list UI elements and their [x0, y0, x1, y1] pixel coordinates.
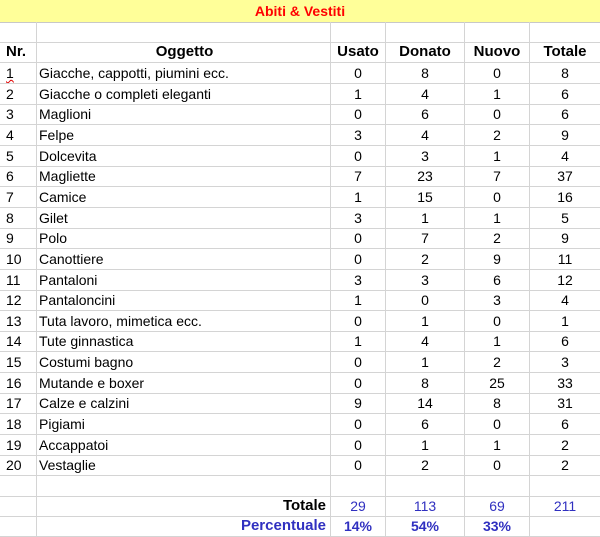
table-row [0, 146, 600, 167]
cell-nr[interactable]: 18 [6, 416, 22, 433]
cell-new[interactable]: 7 [493, 168, 501, 185]
cell-donated[interactable]: 0 [421, 292, 429, 309]
cell-item[interactable]: Canottiere [39, 250, 104, 267]
cell-new[interactable]: 9 [493, 250, 501, 267]
cell-used[interactable]: 9 [354, 395, 362, 412]
cell-total[interactable]: 8 [561, 65, 569, 81]
cell-new[interactable]: 0 [493, 65, 501, 81]
table-row [0, 125, 600, 146]
cell-used[interactable]: 0 [354, 312, 362, 329]
table-row [0, 104, 600, 125]
cell-donated[interactable]: 4 [421, 333, 429, 350]
cell-total[interactable]: 16 [557, 188, 573, 205]
cell-donated[interactable]: 1 [421, 209, 429, 226]
header-new[interactable]: Nuovo [473, 43, 521, 60]
cell-total[interactable]: 31 [557, 395, 573, 412]
cell-used[interactable]: 7 [354, 168, 362, 185]
cell-donated[interactable]: 3 [421, 271, 429, 288]
cell-nr[interactable]: 20 [6, 457, 22, 474]
cell-used[interactable]: 3 [354, 209, 362, 226]
cell-donated[interactable]: 1 [421, 354, 429, 371]
cell-total[interactable]: 6 [561, 333, 569, 350]
cell-item[interactable]: Costumi bagno [39, 354, 134, 371]
cell-new[interactable]: 1 [493, 333, 501, 350]
cell-new[interactable]: 0 [493, 416, 501, 433]
cell-nr[interactable]: 3 [6, 106, 14, 123]
cell-nr[interactable]: 5 [6, 147, 14, 164]
table-row [0, 166, 600, 187]
cell-total[interactable]: 3 [561, 354, 569, 371]
cell-nr[interactable]: 9 [6, 230, 14, 247]
cell-new[interactable]: 3 [493, 292, 501, 309]
totals-row [0, 496, 600, 517]
cell-new[interactable]: 1 [493, 85, 501, 102]
cell-item[interactable]: Pigiami [39, 416, 85, 433]
cell-donated[interactable]: 8 [421, 65, 429, 81]
cell-item[interactable]: Tute ginnastica [39, 333, 134, 350]
cell-used[interactable]: 1 [354, 333, 362, 350]
totals-donated[interactable]: 113 [413, 498, 437, 514]
cell-total[interactable]: 6 [561, 416, 569, 433]
cell-donated[interactable]: 8 [421, 374, 429, 391]
cell-new[interactable]: 2 [493, 230, 501, 247]
cell-item[interactable]: Camice [39, 188, 87, 205]
cell-new[interactable]: 6 [493, 271, 501, 288]
cell-donated[interactable]: 2 [421, 250, 429, 267]
empty-row [0, 22, 600, 43]
cell-item[interactable]: Giacche o completi eleganti [39, 85, 211, 102]
header-used[interactable]: Usato [337, 43, 379, 60]
cell-item[interactable]: Felpe [39, 126, 75, 143]
cell-total[interactable]: 1 [561, 312, 569, 329]
cell-nr[interactable]: 1 [6, 65, 14, 81]
cell-item[interactable]: Vestaglie [39, 457, 96, 474]
percentage-row [0, 516, 600, 537]
percentage-label[interactable]: Percentuale [240, 517, 326, 534]
cell-used[interactable]: 0 [354, 250, 362, 267]
title-row [0, 0, 600, 23]
cell-used[interactable]: 3 [354, 126, 362, 143]
cell-nr[interactable]: 17 [6, 395, 22, 412]
cell-donated[interactable]: 1 [421, 436, 429, 453]
header-donated[interactable]: Donato [399, 43, 451, 60]
header-row [0, 42, 600, 63]
cell-nr[interactable]: 8 [6, 209, 14, 226]
cell-used[interactable]: 0 [354, 147, 362, 164]
cell-total[interactable]: 12 [557, 271, 573, 288]
cell-nr[interactable]: 12 [6, 292, 22, 309]
cell-donated[interactable]: 14 [417, 395, 433, 412]
table-row [0, 435, 600, 456]
cell-donated[interactable]: 1 [421, 312, 429, 329]
cell-nr[interactable]: 19 [6, 436, 22, 453]
cell-used[interactable]: 0 [354, 230, 362, 247]
cell-item[interactable]: Pantaloni [39, 271, 98, 288]
cell-used[interactable]: 1 [354, 292, 362, 309]
cell-new[interactable]: 1 [493, 147, 501, 164]
totals-used[interactable]: 29 [350, 498, 366, 514]
cell-item[interactable]: Giacche, cappotti, piumini ecc. [39, 65, 229, 81]
empty-row [0, 476, 600, 497]
cell-item[interactable]: Maglioni [39, 106, 92, 123]
cell-total[interactable]: 6 [561, 106, 569, 123]
cell-new[interactable]: 0 [493, 457, 501, 474]
cell-donated[interactable]: 7 [421, 230, 429, 247]
cell-total[interactable]: 4 [561, 147, 569, 164]
cell-nr[interactable]: 7 [6, 188, 14, 205]
cell-item[interactable]: Mutande e boxer [39, 374, 145, 391]
cell-used[interactable]: 0 [354, 374, 362, 391]
cell-used[interactable]: 0 [354, 354, 362, 371]
table-row [0, 187, 600, 208]
cell-nr[interactable]: 15 [6, 354, 22, 371]
cell-nr[interactable]: 6 [6, 168, 14, 185]
cell-total[interactable]: 9 [561, 230, 569, 247]
cell-new[interactable]: 8 [493, 395, 501, 412]
sheet-title[interactable]: Abiti & Vestiti [254, 3, 346, 19]
cell-nr[interactable]: 16 [6, 374, 22, 391]
totals-label[interactable]: Totale [282, 497, 326, 514]
cell-new[interactable]: 2 [493, 126, 501, 143]
table-row [0, 331, 600, 352]
cell-item[interactable]: Polo [39, 230, 68, 247]
table-row [0, 84, 600, 105]
table-row [0, 352, 600, 373]
cell-item[interactable]: Accappatoi [39, 436, 109, 453]
cell-donated[interactable]: 23 [417, 168, 433, 185]
cell-donated[interactable]: 6 [421, 416, 429, 433]
table-row [0, 270, 600, 291]
cell-used[interactable]: 0 [354, 65, 362, 81]
table-row [0, 414, 600, 435]
table-row [0, 393, 600, 414]
header-nr[interactable]: Nr. [6, 43, 27, 60]
percentage-new[interactable]: 33% [482, 518, 512, 534]
table-row [0, 455, 600, 476]
cell-used[interactable]: 0 [354, 106, 362, 123]
cell-donated[interactable]: 2 [421, 457, 429, 474]
header-item[interactable]: Oggetto [155, 43, 214, 60]
cell-used[interactable]: 3 [354, 271, 362, 288]
table-row [0, 290, 600, 311]
cell-nr[interactable]: 4 [6, 126, 14, 143]
cell-total[interactable]: 4 [561, 292, 569, 309]
cell-used[interactable]: 0 [354, 436, 362, 453]
totals-new[interactable]: 69 [489, 498, 505, 514]
cell-item[interactable]: Calze e calzini [39, 395, 130, 412]
cell-total[interactable]: 2 [561, 436, 569, 453]
cell-new[interactable]: 0 [493, 188, 501, 205]
cell-new[interactable]: 1 [493, 436, 501, 453]
cell-nr[interactable]: 11 [6, 271, 21, 288]
cell-item[interactable]: Magliette [39, 168, 96, 185]
cell-nr[interactable]: 10 [6, 250, 22, 267]
cell-used[interactable]: 1 [354, 188, 362, 205]
table-row [0, 63, 600, 84]
cell-new[interactable]: 0 [493, 312, 501, 329]
cell-used[interactable]: 1 [354, 85, 362, 102]
table-row [0, 208, 600, 229]
cell-total[interactable]: 9 [561, 126, 569, 143]
percentage-donated[interactable]: 54% [410, 518, 440, 534]
cell-used[interactable]: 0 [354, 457, 362, 474]
cell-nr[interactable]: 14 [6, 333, 22, 350]
cell-donated[interactable]: 3 [421, 147, 429, 164]
cell-nr[interactable]: 13 [6, 312, 22, 329]
cell-total[interactable]: 11 [557, 250, 573, 267]
cell-donated[interactable]: 4 [421, 85, 429, 102]
cell-item[interactable]: Tuta lavoro, mimetica ecc. [39, 312, 202, 329]
table-row [0, 373, 600, 394]
cell-new[interactable]: 0 [493, 106, 501, 123]
cell-new[interactable]: 1 [493, 209, 501, 226]
cell-new[interactable]: 25 [489, 374, 505, 391]
cell-donated[interactable]: 6 [421, 106, 429, 123]
cell-nr[interactable]: 2 [6, 85, 14, 102]
table-row [0, 228, 600, 249]
cell-item[interactable]: Pantaloncini [39, 292, 116, 309]
cell-donated[interactable]: 4 [421, 126, 429, 143]
cell-total[interactable]: 37 [557, 168, 573, 185]
cell-total[interactable]: 2 [561, 457, 569, 474]
header-total[interactable]: Totale [543, 43, 587, 60]
cell-total[interactable]: 5 [561, 209, 569, 226]
cell-used[interactable]: 0 [354, 416, 362, 433]
percentage-used[interactable]: 14% [343, 518, 373, 534]
cell-donated[interactable]: 15 [417, 188, 433, 205]
table-row [0, 311, 600, 332]
cell-item[interactable]: Dolcevita [39, 147, 97, 164]
cell-new[interactable]: 2 [493, 354, 501, 371]
totals-total[interactable]: 211 [553, 498, 577, 514]
cell-item[interactable]: Gilet [39, 209, 68, 226]
table-row [0, 249, 600, 270]
cell-total[interactable]: 33 [557, 374, 573, 391]
cell-total[interactable]: 6 [561, 85, 569, 102]
